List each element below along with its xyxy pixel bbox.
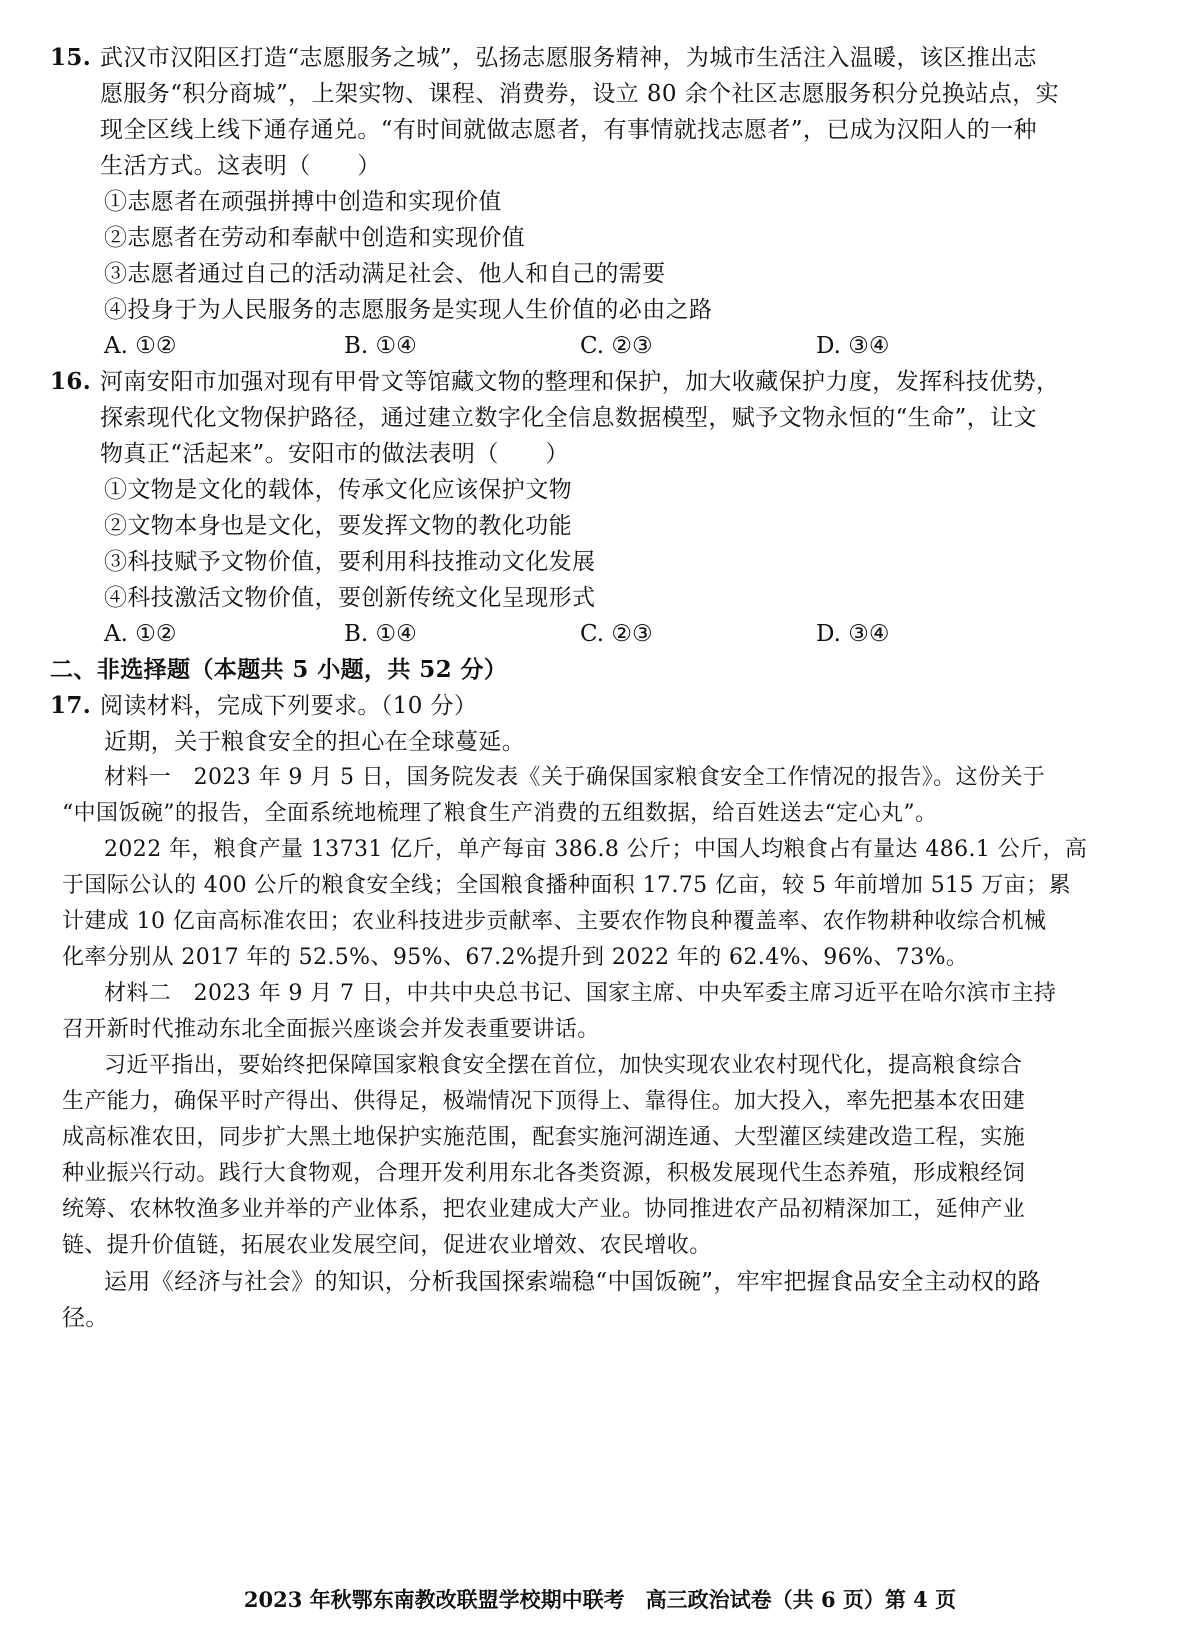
material-1-line: 2022 年，粮食产量 13731 亿斤，单产每亩 386.8 公斤；中国人均粮食占有量达 486.1 公斤，高 [104, 837, 1088, 862]
question-stem-line: 物真正“活起来”。安阳市的做法表明（ ） [100, 441, 569, 467]
question-stem-line: 河南安阳市加强对现有甲骨文等馆藏文物的整理和保护，加大收藏保护力度，发挥科技优势， [100, 369, 1060, 395]
statement-item: ③志愿者通过自己的活动满足社会、他人和自己的需要 [104, 261, 666, 287]
option-d: D. ③④ [816, 621, 890, 647]
material-intro: 近期，关于粮食安全的担心在全球蔓延。 [104, 729, 526, 755]
material-1-line: 化率分别从 2017 年的 52.5%、95%、67.2%提升到 2022 年的 62.4%、96%、73%。 [62, 945, 969, 970]
statement-item: ③科技赋予文物价值，要利用科技推动文化发展 [104, 549, 596, 575]
statement-item: ②志愿者在劳动和奉献中创造和实现价值 [104, 225, 526, 251]
option-c: C. ②③ [580, 333, 653, 359]
section-heading: 二、非选择题（本题共 5 小题，共 52 分） [50, 656, 508, 683]
material-2-line: 成高标准农田，同步扩大黑土地保护实施范围，配套实施河湖连通、大型灌区续建改造工程，实施 [62, 1125, 1026, 1150]
option-c: C. ②③ [580, 621, 653, 647]
question-prompt-line: 运用《经济与社会》的知识，分析我国探索端稳“中国饭碗”，牢牢把握食品安全主动权的路 [104, 1269, 1041, 1295]
material-2-line: 召开新时代推动东北全面振兴座谈会并发表重要讲话。 [62, 1017, 600, 1042]
material-2-line: 链、提升价值链，拓展农业发展空间，促进农业增效、农民增收。 [62, 1233, 712, 1258]
question-number: 15. [50, 44, 92, 71]
material-1-line: 于国际公认的 400 公斤的粮食安全线；全国粮食播种面积 17.75 亿亩，较 5 年前增加 515 万亩；累 [62, 873, 1071, 898]
option-a: A. ①② [104, 621, 177, 647]
material-1-line: “中国饭碗”的报告，全面系统地梳理了粮食生产消费的五组数据，给百姓送去“定心丸”。 [62, 801, 938, 826]
statement-item: ④投身于为人民服务的志愿服务是实现人生价值的必由之路 [104, 297, 713, 323]
question-stem-line: 现全区线上线下通存通兑。“有时间就做志愿者，有事情就找志愿者”，已成为汉阳人的一种 [100, 117, 1037, 143]
option-b: B. ①④ [344, 333, 417, 359]
material-2-line: 材料二 2023 年 9 月 7 日，中共中央总书记、国家主席、中央军委主席习近平在哈尔滨市主持 [104, 981, 1057, 1006]
question-stem-line: 生活方式。这表明（ ） [100, 153, 381, 179]
question-stem-line: 探索现代化文物保护路径，通过建立数字化全信息数据模型，赋予文物永恒的“生命”，让文 [100, 405, 1037, 431]
statement-item: ④科技激活文物价值，要创新传统文化呈现形式 [104, 585, 596, 611]
material-2-line: 习近平指出，要始终把保障国家粮食安全摆在首位，加快实现农业农村现代化，提高粮食综合 [104, 1053, 1023, 1078]
option-a: A. ①② [104, 333, 177, 359]
question-number: 17. [50, 692, 92, 719]
question-instruction: 阅读材料，完成下列要求。（10 分） [100, 693, 478, 719]
material-1-line: 材料一 2023 年 9 月 5 日，国务院发表《关于确保国家粮食安全工作情况的报告》。这份关于 [104, 765, 1046, 790]
material-1-line: 计建成 10 亿亩高标准农田；农业科技进步贡献率、主要农作物良种覆盖率、农作物耕种收综合机械 [62, 909, 1047, 934]
question-stem-line: 武汉市汉阳区打造“志愿服务之城”，弘扬志愿服务精神，为城市生活注入温暖，该区推出志 [100, 45, 1037, 71]
page-footer: 2023 年秋鄂东南教改联盟学校期中联考 高三政治试卷（共 6 页）第 4 页 [243, 1587, 957, 1612]
question-stem-line: 愿服务“积分商城”，上架实物、课程、消费券，设立 80 余个社区志愿服务积分兑换站点，实 [100, 81, 1060, 107]
statement-item: ①志愿者在顽强拼搏中创造和实现价值 [104, 189, 502, 215]
material-2-line: 生产能力，确保平时产得出、供得足，极端情况下顶得上、靠得住。加大投入，率先把基本农田建 [62, 1089, 1026, 1114]
question-prompt-line: 径。 [62, 1305, 109, 1331]
statement-item: ②文物本身也是文化，要发挥文物的教化功能 [104, 513, 572, 539]
material-2-line: 统筹、农林牧渔多业并举的产业体系，把农业建成大产业。协同推进农产品初精深加工，延伸产业 [62, 1197, 1026, 1222]
statement-item: ①文物是文化的载体，传承文化应该保护文物 [104, 477, 572, 503]
question-number: 16. [50, 368, 92, 395]
option-d: D. ③④ [816, 333, 890, 359]
material-2-line: 种业振兴行动。践行大食物观，合理开发利用东北各类资源，积极发展现代生态养殖，形成粮经饲 [62, 1161, 1026, 1186]
option-b: B. ①④ [344, 621, 417, 647]
